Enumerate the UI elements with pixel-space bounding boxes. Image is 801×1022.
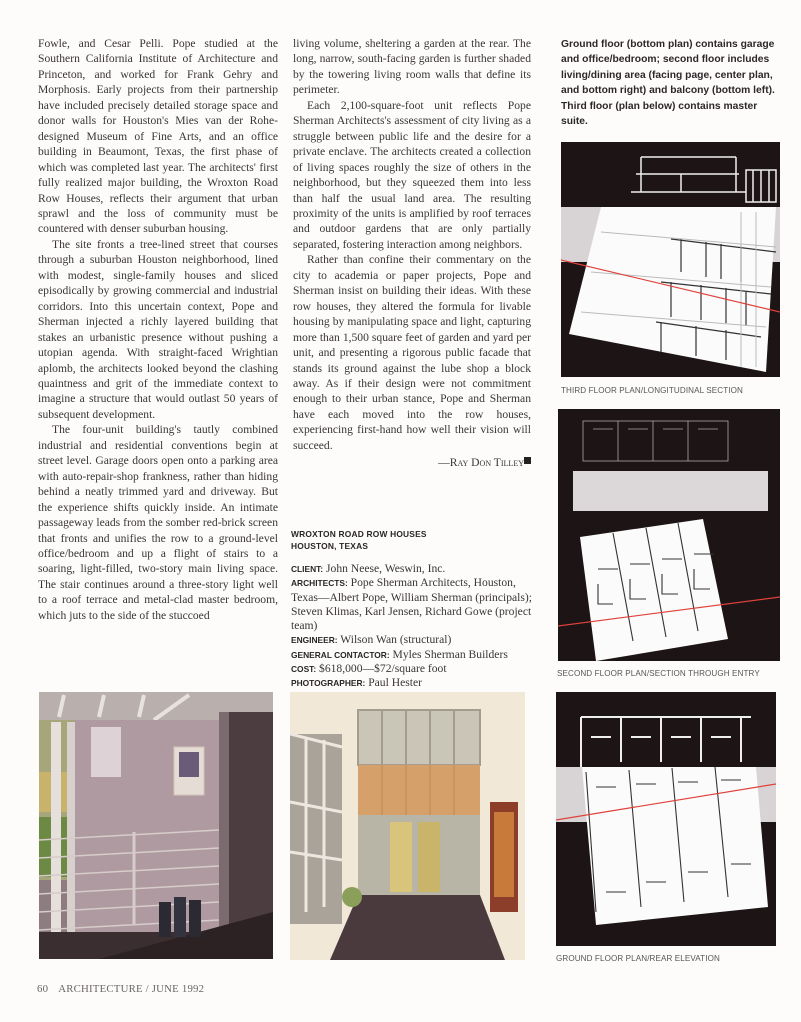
project-location: HOUSTON, TEXAS [291, 541, 369, 551]
page-number: 60 [37, 983, 49, 995]
credit-line [291, 648, 536, 662]
credit-key: CLIENT: [291, 564, 324, 574]
second-floor-plan-drawing [558, 409, 780, 661]
credit-key: PHOTOGRAPHER: [291, 678, 366, 689]
credit-value: Myles Sherman Builders [392, 647, 508, 661]
ground-floor-plan-drawing [556, 692, 776, 946]
credit-value: Wilson Wan (structural) [340, 633, 452, 647]
third-floor-plan-drawing [561, 142, 780, 377]
end-of-article-mark [524, 457, 531, 464]
publication-name: ARCHITECTURE / JUNE 1992 [58, 983, 205, 995]
paragraph: Rather than confine their commentary on the city to academia or paper projects, Pope and Sherman insist on building their ideas. With these row houses, they altered the formula for livable housing by manipulating space and light, capturing more than 1,500 square feet of garden and yard per unit, and presenting a rigorous public facade that stands its ground against the lube shop a block away. As if their design were not commitment enough to their urban stance, Pope and Sherman have each moved into the row houses, experiencing first-hand how well their vision will succeed. [293, 253, 531, 452]
credit-key: GENERAL CONTACTOR: [291, 649, 390, 660]
credit-value: Pope Sherman Architects, Houston, Texas—Albert Pope, William Sherman (principals); Steven Klimas, Karl Jensen, Richard Gowe (project team) [291, 576, 532, 633]
balcony-photo [39, 692, 273, 959]
paragraph: Each 2,100-square-foot unit reflects Pope Sherman Architects's assessment of city living as a struggle between public life and the desire for a private enclave. The architects created a collection of living spaces roughly the size of others in the neighborhood, but they squeezed them into less than half the usual land area. The resulting proximity of the units is amplified by roof terraces and outdoor gardens that are only partially separated, fostering interaction among neighbors. [293, 98, 531, 251]
credit-key: COST: [291, 664, 317, 675]
credit-line [291, 576, 536, 633]
credit-key: ARCHITECTS: [291, 578, 348, 589]
credit-value: Paul Hester [368, 676, 422, 690]
paragraph: living volume, sheltering a garden at the rear. The long, narrow, south-facing garden is further shaded by the towering living room walls that define its perimeter. [293, 37, 531, 97]
figure-caption: THIRD FLOOR PLAN/LONGITUDINAL SECTION [561, 386, 743, 395]
figure-caption: GROUND FLOOR PLAN/REAR ELEVATION [556, 954, 720, 963]
byline: —Ray Don Tilley [438, 456, 524, 470]
credit-line [291, 633, 536, 647]
paragraph: The site fronts a tree-lined street that courses through a suburban Houston neighborhood, lined with modest, single-family houses and sliced episodically by growing commercial and industrial corridors. Into this uncertain context, Pope and Sherman injected a richly layered building that stakes an urbanistic presence without pushing a utopian agenda. With straight-faced Wrightian aplomb, the architects looked beyond the clashing quaintness and grit of the immediate context to imagine a structure that would outlast 50 years of subsequent development. [38, 237, 278, 421]
credit-line [291, 562, 536, 576]
paragraph: Fowle, and Cesar Pelli. Pope studied at the Southern California Institute of Architecture and Princeton, and worked for Frank Gehry and Morphosis. Early projects from their partnership have included precisely detailed storage space and donor walls for Houston's Mies van der Rohe-designed Museum of Fine Arts, and an office building in Beaumont, Texas, the first phase of which was completed last year. The architects' first fully realized major building, the Wroxton Road Row Houses, reflects their argument that urban sprawl and the loss of community must be countered with denser suburban housing. [38, 37, 278, 236]
credit-key: ENGINEER: [291, 635, 338, 646]
credit-value: $618,000—$72/square foot [319, 662, 447, 676]
figure-caption: SECOND FLOOR PLAN/SECTION THROUGH ENTRY [557, 669, 760, 678]
article-column-2 [293, 36, 531, 471]
project-credits [291, 528, 536, 691]
article-column-1 [38, 36, 278, 623]
paragraph: The four-unit building's tautly combined industrial and residential conventions begin at street level. Garage doors open onto a parking area with auto-repair-shop frankness, rather than hiding behind a neatly trimmed yard and driveway. But the experience shifts quickly inside. An intimate passageway leads from the somber red-brick screen that fronts and unifies the row to a ground-level office/bedroom and up a flight of stairs to a soaring, light-filled, two-story main living space. The stair continues around a three-story light well to a roof terrace and metal-clad master bedroom, which juts to the side of the stuccoed [38, 423, 278, 622]
living-room-photo [290, 692, 525, 960]
drawings-caption: Ground floor (bottom plan) contains garage and office/bedroom; second floor includes living/dining area (facing page, center plan, and bottom right) and balcony (bottom left). Third floor (plan below) contains master suite. [561, 39, 775, 128]
project-name: WROXTON ROAD ROW HOUSES [291, 529, 427, 539]
credit-line [291, 676, 536, 690]
credit-line [291, 662, 536, 676]
credit-value: John Neese, Weswin, Inc. [326, 562, 446, 575]
page-footer [37, 983, 214, 995]
